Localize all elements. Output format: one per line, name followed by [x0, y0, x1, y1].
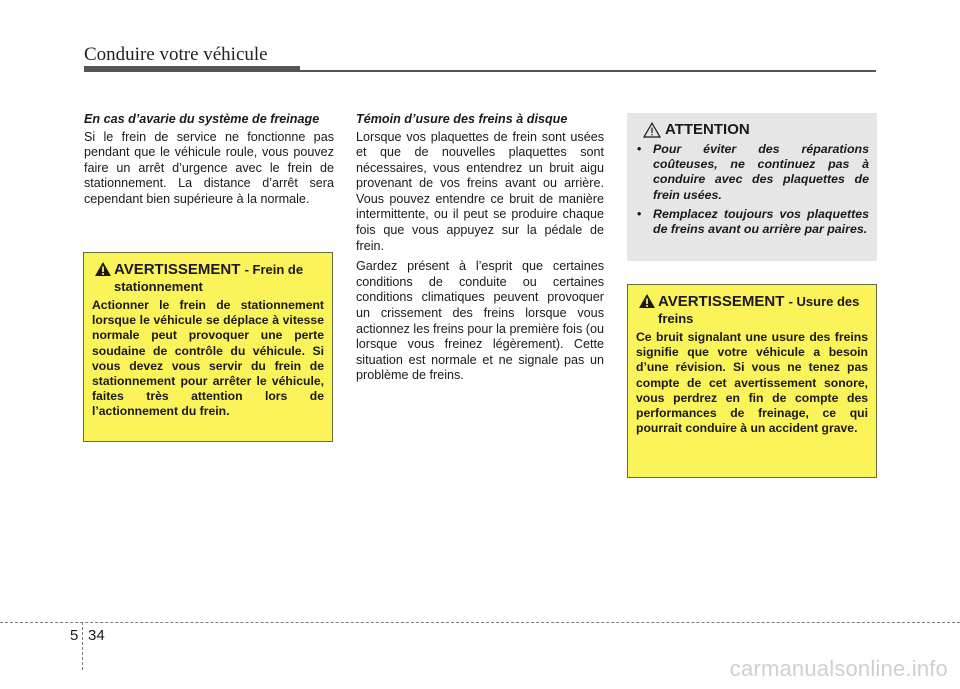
warning-title-main: AVERTISSEMENT — [114, 261, 241, 278]
section-heading-brake-failure: En cas d’avarie du système de freinage — [84, 112, 320, 126]
warning-title — [636, 293, 868, 327]
attention-item — [635, 207, 869, 237]
header-rule-thin — [84, 70, 876, 72]
bullet-icon: • — [637, 206, 642, 221]
page-header-title: Conduire votre véhicule — [84, 44, 268, 65]
disc-wear-paragraph-2: Gardez présent à l’esprit que certaines conditions de conduite ou certaines conditions climatiques peuvent provoquer un crissement des freins lorsque vous actionnez les freins pour la première fois (ou lorsque vous freinez légèrement). Cette situation est normale et ne signale pas un problème de freins. — [356, 259, 604, 383]
bullet-icon: • — [637, 142, 642, 156]
warning-title-sub: - Usure des freins — [658, 294, 860, 326]
warning-triangle-icon — [643, 122, 661, 138]
section-heading-disc-wear: Témoin d’usure des freins à disque — [356, 112, 568, 126]
disc-wear-paragraph-1: Lorsque vos plaquettes de frein sont usées et que de nouvelles plaquettes sont nécessaires, vous entendrez un bruit aigu provenant de vos freins avant ou arrière. Vous pouvez entendre ce bruit de manière intermittente, ou il peut se produire chaque fois que vous appuyez sur la pédale de frein. — [356, 129, 604, 253]
middle-column — [356, 112, 604, 389]
warning-title — [92, 261, 324, 295]
attention-title-text: ATTENTION — [665, 121, 750, 138]
warning-title-sub: - Frein de stationnement — [114, 262, 304, 294]
attention-title — [635, 121, 869, 139]
attention-item — [635, 142, 869, 203]
footer-rule — [0, 622, 960, 623]
brake-failure-paragraph: Si le frein de service ne fonctionne pas pendant que le véhicule roule, vous pouvez faire un arrêt d’urgence avec le frein de stationnement. La distance d’arrêt sera cependant bien supérieure à la normale. — [84, 129, 334, 206]
page-section-number: 5 — [70, 627, 79, 644]
warning-title-main: AVERTISSEMENT — [658, 293, 785, 310]
warning-box-parking-brake — [83, 252, 333, 442]
watermark: carmanualsonline.info — [729, 656, 948, 681]
attention-item-text: Remplacez toujours vos plaquettes de freins avant ou arrière par paires. — [653, 206, 869, 237]
left-column — [84, 112, 334, 212]
warning-triangle-icon — [638, 293, 656, 309]
warning-box-brake-wear — [627, 284, 877, 478]
attention-box — [627, 113, 877, 261]
page-number: 34 — [88, 627, 105, 644]
warning-triangle-icon — [94, 261, 112, 277]
footer-divider — [82, 622, 83, 670]
warning-text: Ce bruit signalant une usure des freins signifie que votre véhicule a besoin d’une révision. Si vous ne tenez pas compte de cet avertissement sonore, vous perdrez en fin de compte des performances de freinage, ce qui pourrait conduire à un accident grave. — [636, 330, 868, 436]
attention-item-text: Pour éviter des réparations coûteuses, ne continuez pas à conduire avec des plaquettes de frein usées. — [653, 142, 869, 202]
warning-text: Actionner le frein de stationnement lorsque le véhicule se déplace à vitesse normale peut provoquer une perte soudaine de contrôle du véhicule. Si vous devez vous servir du frein de stationnement pour arrêter le véhicule, faites très attention lors de l’actionnement du frein. — [92, 298, 324, 419]
attention-list — [635, 142, 869, 237]
